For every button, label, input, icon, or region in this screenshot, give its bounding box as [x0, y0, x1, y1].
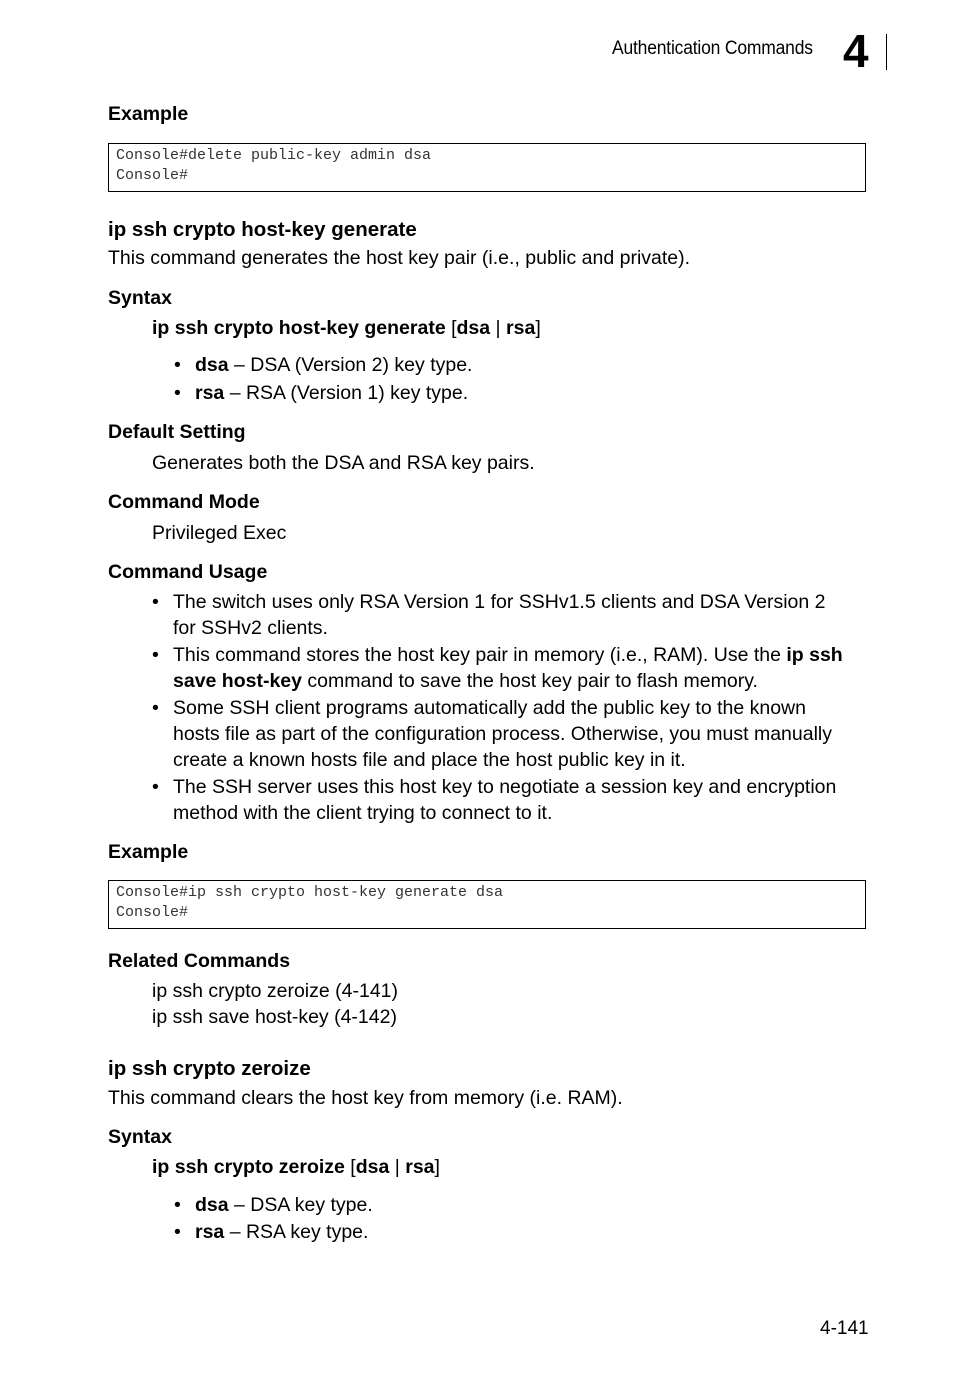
code-line: Console# [116, 904, 189, 921]
chapter-number: 4 [843, 25, 869, 77]
command-description: This command generates the host key pair (i.e., public and private). [108, 247, 691, 269]
page-number: 4-141 [820, 1318, 869, 1339]
code-example-box [108, 143, 866, 192]
usage-item: • This command stores the host key pair in memory (i.e., RAM). Use the ip ssh save host-key command to save the host key pair to flash memory. [152, 644, 843, 692]
command-title: ip ssh crypto host-key generate [108, 218, 417, 241]
example-heading: Example [108, 841, 189, 863]
related-commands-heading: Related Commands [108, 950, 291, 972]
running-header-title: Authentication Commands [612, 38, 813, 59]
syntax-command: ip ssh crypto zeroize [152, 1156, 345, 1178]
usage-item: • The SSH server uses this host key to negotiate a session key and encryption method with the client trying to connect to it. [152, 776, 837, 824]
syntax-line: ip ssh crypto zeroize [dsa | rsa] [152, 1156, 440, 1178]
chapter-tab [841, 25, 887, 77]
command-mode-heading: Command Mode [108, 491, 260, 513]
usage-item: • Some SSH client programs automatically add the public key to the known hosts file as part of the configuration process. Otherwise, you must manually create a known hosts file and place the host public key in it. [152, 697, 832, 771]
usage-item: • The switch uses only RSA Version 1 for SSHv1.5 clients and DSA Version 2 for SSHv2 clients. [152, 591, 826, 639]
syntax-heading: Syntax [108, 1126, 172, 1148]
command-mode-text: Privileged Exec [152, 522, 287, 544]
command-description: This command clears the host key from memory (i.e. RAM). [108, 1087, 623, 1109]
syntax-line: ip ssh crypto host-key generate [dsa | rsa] [152, 317, 541, 339]
related-command-link[interactable]: ip ssh save host-key (4-142) [152, 1006, 397, 1028]
parameter-item: • dsa – DSA key type. [174, 1194, 373, 1216]
parameter-item: • rsa – RSA (Version 1) key type. [174, 382, 469, 404]
default-setting-heading: Default Setting [108, 421, 246, 443]
command-usage-heading: Command Usage [108, 561, 268, 583]
syntax-command: ip ssh crypto host-key generate [152, 317, 446, 339]
related-command-link[interactable]: ip ssh crypto zeroize (4-141) [152, 980, 399, 1002]
code-example-box [108, 880, 866, 929]
command-title: ip ssh crypto zeroize [108, 1057, 311, 1080]
parameter-item: • dsa – DSA (Version 2) key type. [174, 354, 473, 376]
code-line: Console# [116, 167, 189, 184]
syntax-heading: Syntax [108, 287, 172, 309]
parameter-item: • rsa – RSA key type. [174, 1221, 369, 1243]
code-line: Console#delete public-key admin dsa [116, 147, 432, 164]
example-heading: Example [108, 103, 189, 125]
default-setting-text: Generates both the DSA and RSA key pairs. [152, 452, 535, 474]
code-line: Console#ip ssh crypto host-key generate dsa [116, 884, 504, 901]
